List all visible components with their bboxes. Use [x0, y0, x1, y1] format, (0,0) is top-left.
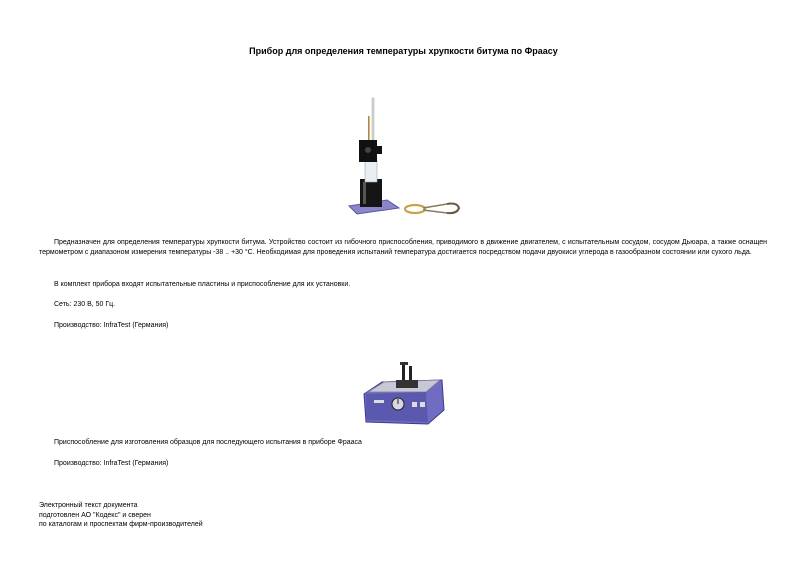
footer-line: подготовлен АО "Кодекс" и сверен [39, 511, 151, 519]
footer-line: Электронный текст документа [39, 502, 138, 509]
power-supply-text: Сеть: 230 В, 50 Гц. [54, 301, 116, 308]
description-paragraph: Предназначен для определения температуры хрупкости битума. Устройство состоит из гибочного приспособления, приводимого в движение двигателем, с испытательным сосудом, сосудом Дьюара, а также оснащен термометром с диапазоном измерения температуры -38 .. +30 °С. Необходимая для проведения испытаний температура достигается посредством подачи двуокиси углерода в газообразном состоянии или сухого льда. [39, 239, 767, 256]
fixture-manufacturer-text: Производство: InfraTest (Германия) [54, 460, 169, 467]
specimen-fixture-image [358, 358, 450, 428]
manufacturer-text: Производство: InfraTest (Германия) [54, 322, 169, 329]
document-title: Прибор для определения температуры хрупкости битума по Фраасу [249, 46, 558, 56]
fraass-apparatus-image [343, 96, 465, 222]
kit-contents-text: В комплект прибора входят испытательные пластины и приспособление для их установки. [54, 281, 351, 288]
fixture-caption-text: Приспособление для изготовления образцов для последующего испытания в приборе Фрааса [54, 439, 362, 446]
footer-line: по каталогам и проспектам фирм-производителей [39, 521, 203, 529]
document-footer [39, 501, 203, 530]
